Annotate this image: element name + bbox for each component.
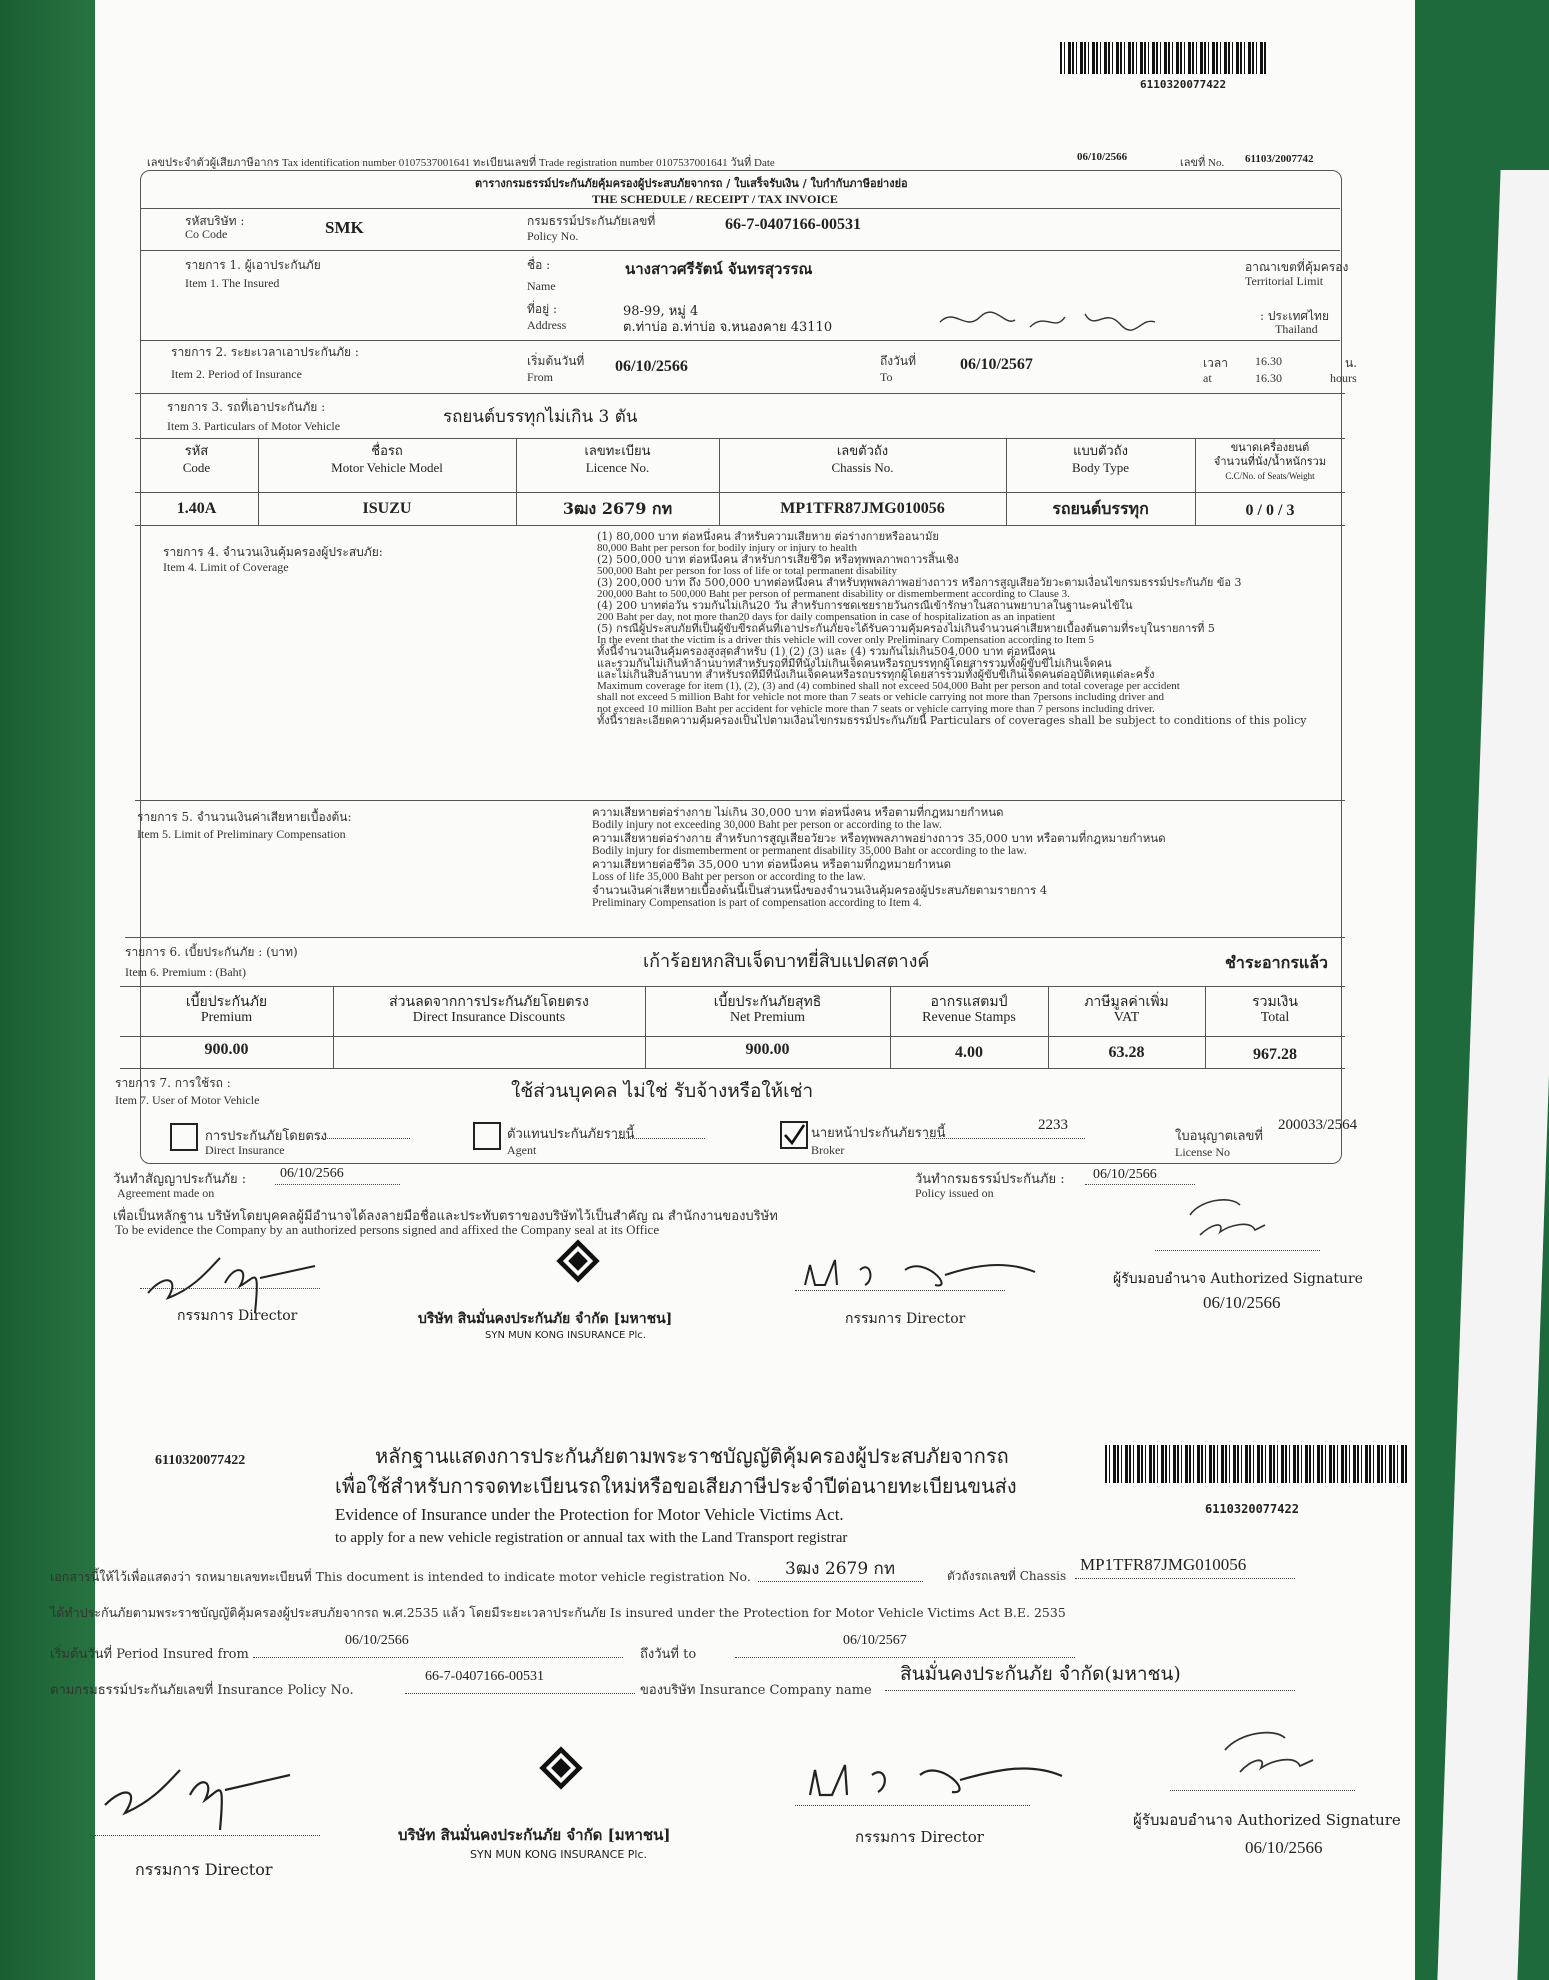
time-label-th: เวลา xyxy=(1203,356,1228,370)
barcode-number-left: 6110320077422 xyxy=(155,1453,246,1468)
director-signature-right xyxy=(795,1240,1055,1310)
fill-line xyxy=(275,1184,400,1185)
license-label-en: License No xyxy=(1175,1145,1230,1159)
usage-label-th: รายการ 7. การใช้รถ : xyxy=(115,1076,231,1090)
company-logo xyxy=(555,1238,601,1284)
period-from-label: เริ่มต้นวันที่ Period Insured from xyxy=(50,1647,249,1662)
certificate-title-th-1: หลักฐานแสดงการประกันภัยตามพระราชบัญญัติคุ้มครองผู้ประสบภัยจากรถ xyxy=(375,1444,1009,1468)
premium-value: 900.00 xyxy=(204,1041,249,1058)
address-label-th: ที่อยู่ : xyxy=(527,302,558,316)
address-line-2: ต.ท่าบ่อ อ.ท่าบ่อ จ.หนองคาย 43110 xyxy=(623,320,833,335)
revenue-stamps-value: 4.00 xyxy=(955,1044,983,1061)
premium-label-th: รายการ 6. เบี้ยประกันภัย : (บาท) xyxy=(125,945,298,959)
fill-line xyxy=(885,1690,1295,1691)
authorized-date-2: 06/10/2566 xyxy=(1245,1838,1323,1857)
coverage-label-th: รายการ 4. จำนวนเงินคุ้มครองผู้ประสบภัย: xyxy=(163,545,383,559)
director-label-left-2: กรรมการ Director xyxy=(135,1860,273,1879)
co-code-label-th: รหัสบริษัท : xyxy=(185,214,245,228)
total-value: 967.28 xyxy=(1253,1046,1297,1063)
vehicle-model: ISUZU xyxy=(362,500,412,517)
period-from: 06/10/2566 xyxy=(615,358,688,375)
direct-insurance-checkbox[interactable] xyxy=(170,1123,198,1151)
director-signature-right-2 xyxy=(800,1740,1080,1820)
fill-line xyxy=(615,1138,705,1139)
doc-no: 61103/2007742 xyxy=(1245,153,1314,165)
certificate-from: 06/10/2566 xyxy=(345,1633,409,1648)
divider xyxy=(135,393,1345,394)
company-logo-2 xyxy=(538,1745,584,1791)
authorized-date: 06/10/2566 xyxy=(1203,1293,1281,1312)
preliminary-label-en: Item 5. Limit of Preliminary Compensation xyxy=(137,827,346,841)
from-label-th: เริ่มต้นวันที่ xyxy=(527,354,585,368)
co-code: SMK xyxy=(325,218,364,237)
premium-header-stamps: อากรแสตมป์ Revenue Stamps xyxy=(922,994,1016,1025)
divider xyxy=(135,525,1345,526)
name-label-en: Name xyxy=(527,279,556,293)
coverage-label-en: Item 4. Limit of Coverage xyxy=(163,560,289,574)
period-label-en: Item 2. Period of Insurance xyxy=(171,367,302,381)
vehicle-header-model: ชื่อรถ Motor Vehicle Model xyxy=(331,444,443,475)
insured-act-line: ได้ทำประกันภัยตามพระราชบัญญัติคุ้มครองผู้ประสบภัยจากรถ พ.ศ.2535 แล้ว โดยมีระยะเวลาประกันภัย Is insured under the Protection for Motor Vehicle Victims Act B.E. 2535 xyxy=(50,1605,1066,1620)
divider xyxy=(135,438,1345,439)
chassis-label: ตัวถังรถเลขที่ Chassis xyxy=(947,1569,1067,1583)
to-label-th: ถึงวันที่ xyxy=(880,354,916,368)
barcode-top xyxy=(1060,42,1266,74)
net-premium-value: 900.00 xyxy=(745,1041,790,1058)
vat-value: 63.28 xyxy=(1108,1044,1145,1061)
divider xyxy=(135,492,1345,493)
divider xyxy=(125,937,1345,938)
policy-no-label: ตามกรมธรรม์ประกันภัยเลขที่ Insurance Policy No. xyxy=(50,1683,354,1698)
agreement-label-en: Agreement made on xyxy=(117,1186,215,1200)
header-date: 06/10/2566 xyxy=(1077,151,1128,163)
agreement-label-th: วันทำสัญญาประกันภัย : xyxy=(113,1172,247,1187)
signature-line xyxy=(1170,1790,1355,1791)
premium-header-total: รวมเงิน Total xyxy=(1252,994,1298,1025)
authorized-signature xyxy=(1170,1190,1280,1250)
time-unit-th: น. xyxy=(1345,356,1358,370)
vehicle-header-body: แบบตัวถัง Body Type xyxy=(1072,444,1129,475)
certificate-policy-no: 66-7-0407166-00531 xyxy=(425,1669,544,1684)
name-label-th: ชื่อ : xyxy=(527,258,551,272)
vehicle-header-code: รหัส Code xyxy=(182,444,211,475)
director-label-right-2: กรรมการ Director xyxy=(855,1828,984,1846)
vehicle-description: รถยนต์บรรทุกไม่เกิน 3 ตัน xyxy=(443,407,638,427)
authorized-signature-2 xyxy=(1205,1720,1325,1790)
vehicle-header-licence: เลขทะเบียน Licence No. xyxy=(584,444,651,475)
signature-line xyxy=(90,1835,320,1836)
certificate-title-en-1: Evidence of Insurance under the Protection for Motor Vehicle Victims Act. xyxy=(335,1505,844,1524)
checkmark-icon xyxy=(782,1123,806,1147)
policy-label-th: กรมธรรม์ประกันภัยเลขที่ xyxy=(527,214,656,228)
fill-line xyxy=(1075,1578,1295,1579)
divider xyxy=(140,250,1340,251)
vehicle-licence: 3ฒง 2679 กท xyxy=(562,499,673,518)
fill-line xyxy=(315,1138,410,1139)
issued-date: 06/10/2566 xyxy=(1093,1167,1157,1182)
company-name-th-2: บริษัท สินมั่นคงประกันภัย จำกัด [มหาชน] xyxy=(398,1826,671,1844)
preliminary-text: ความเสียหายต่อร่างกาย ไม่เกิน 30,000 บาท ต่อหนึ่งคน หรือตามที่กฎหมายกำหนด Bodily injury not exceeding 30,000 Baht per person or according to the law. ความเสียหายต่อร่างกาย สำหรับการสูญเสียอวัยวะ หรือทุพพลภาพอย่างถาวร 35,000 บาท หรือตามที่กฎหมายกำหนด Bodily injury for dismemberment or permanent disability 35,000 Baht or according to the law. ความเสียหายต่อชีวิต 35,000 บาท ต่อหนึ่งคน หรือตามที่กฎหมายกำหนด Loss of life 35,000 Baht per person or according to the law. จำนวนเงินค่าเสียหายเบื้องต้นนี้เป็นส่วนหนึ่งของจำนวนเงินคุ้มครองผู้ประสบภัยตามรายการ 4 Preliminary Compensation is part of compensation according to Item 4. xyxy=(592,805,1166,909)
company-name-th: บริษัท สินมั่นคงประกันภัย จำกัด [มหาชน] xyxy=(418,1311,673,1327)
vehicle-header-chassis: เลขตัวถัง Chassis No. xyxy=(831,444,894,475)
company-name-label: ของบริษัท Insurance Company name xyxy=(640,1683,872,1698)
tax-id-line: เลขประจำตัวผู้เสียภาษีอากร Tax identification number 0107537001641 ทะเบียนเลขที่ Trade registration number 0107537001641 วันที่ Date xyxy=(147,157,775,169)
doc-no-label: เลขที่ No. xyxy=(1180,157,1225,169)
vehicle-code: 1.40A xyxy=(176,500,217,517)
divider xyxy=(140,340,1340,341)
policy-label-en: Policy No. xyxy=(527,229,579,243)
to-label-en: To xyxy=(880,370,893,384)
broker-label-en: Broker xyxy=(811,1143,845,1157)
vehicle-label-en: Item 3. Particulars of Motor Vehicle xyxy=(167,419,341,433)
divider xyxy=(120,1036,1345,1037)
period-to: 06/10/2567 xyxy=(960,356,1033,373)
premium-in-words: เก้าร้อยหกสิบเจ็ดบาทยี่สิบแปดสตางค์ xyxy=(643,951,930,972)
evidence-th: เพื่อเป็นหลักฐาน บริษัทโดยบุคคลผู้มีอำนาจได้ลงลายมือชื่อและประทับตราของบริษัทไว้เป็นสำคัญ ณ สำนักงานของบริษัท xyxy=(113,1209,778,1224)
barcode-number-top: 6110320077422 xyxy=(1140,78,1227,91)
vehicle-header-capacity: ขนาดเครื่องยนต์ จำนวนที่นั่ง/น้ำหนักรวม C.C/No. of Seats/Weight xyxy=(1213,441,1327,481)
certificate-company: สินมั่นคงประกันภัย จำกัด(มหาชน) xyxy=(900,1663,1181,1685)
vehicle-usage: ใช้ส่วนบุคคล ไม่ใช่ รับจ้างหรือให้เช่า xyxy=(511,1080,814,1102)
signature-line xyxy=(795,1805,1030,1806)
insured-name: นางสาวศรีรัตน์ จันทรสุวรรณ xyxy=(625,260,813,278)
license-number: 200033/2564 xyxy=(1278,1117,1358,1133)
address-line-1: 98-99, หมู่ 4 xyxy=(623,304,699,319)
evidence-en: To be evidence the Company by an authorized persons signed and affixed the Company seal at its Office xyxy=(115,1222,660,1237)
period-label-th: รายการ 2. ระยะเวลาเอาประกันภัย : xyxy=(171,345,359,359)
premium-header-net: เบี้ยประกันภัยสุทธิ Net Premium xyxy=(713,994,822,1025)
address-label-en: Address xyxy=(527,318,567,332)
director-label-right: กรรมการ Director xyxy=(845,1311,966,1327)
premium-header-vat: ภาษีมูลค่าเพิ่ม VAT xyxy=(1084,994,1169,1025)
premium-label-en: Item 6. Premium : (Baht) xyxy=(125,965,246,979)
schedule-title-en: THE SCHEDULE / RECEIPT / TAX INVOICE xyxy=(592,192,838,206)
broker-code: 2233 xyxy=(1038,1117,1068,1133)
company-name-en: SYN MUN KONG INSURANCE Plc. xyxy=(485,1330,646,1341)
schedule-title-th: ตารางกรมธรรม์ประกันภัยคุ้มครองผู้ประสบภัยจากรถ / ใบเสร็จรับเงิน / ใบกำกับภาษีอย่างย่อ xyxy=(475,177,908,190)
certificate-chassis: MP1TFR87JMG010056 xyxy=(1080,1555,1247,1574)
vehicle-label-th: รายการ 3. รถที่เอาประกันภัย : xyxy=(167,400,326,414)
adjacent-paper-sheet xyxy=(1437,170,1549,1980)
period-to-label: ถึงวันที่ to xyxy=(640,1647,697,1662)
insurance-document xyxy=(50,0,1415,1980)
signature-line xyxy=(140,1288,320,1289)
fill-line xyxy=(925,1138,1085,1139)
signature-line xyxy=(1155,1250,1320,1251)
certificate-title-en-2: to apply for a new vehicle registration or annual tax with the Land Transport registrar xyxy=(335,1530,848,1546)
signature-line xyxy=(795,1290,1005,1291)
insured-label-th: รายการ 1. ผู้เอาประกันภัย xyxy=(185,258,321,272)
fill-line xyxy=(253,1657,623,1658)
country-th: : ประเทศไทย xyxy=(1260,309,1329,323)
time-from: 16.30 xyxy=(1255,354,1282,368)
divider xyxy=(120,986,1345,987)
direct-label-th: การประกันภัยโดยตรง xyxy=(205,1129,328,1144)
stamp-duty-paid: ชำระอากรแล้ว xyxy=(1225,953,1329,972)
usage-label-en: Item 7. User of Motor Vehicle xyxy=(115,1093,260,1107)
time-label-en: at xyxy=(1203,371,1212,385)
license-label-th: ใบอนุญาตเลขที่ xyxy=(1175,1129,1263,1144)
certificate-title-th-2: เพื่อใช้สำหรับการจดทะเบียนรถใหม่หรือขอเสียภาษีประจำปีต่อนายทะเบียนขนส่ง xyxy=(335,1474,1017,1498)
director-signature-left-2 xyxy=(95,1745,315,1835)
territory-label-en: Territorial Limit xyxy=(1245,274,1324,288)
divider xyxy=(120,1068,1345,1069)
premium-header-discount: ส่วนลดจากการประกันภัยโดยตรง Direct Insurance Discounts xyxy=(389,994,589,1025)
broker-checkbox[interactable] xyxy=(780,1121,808,1149)
company-name-en-2: SYN MUN KONG INSURANCE Plc. xyxy=(470,1848,648,1861)
agent-label-th: ตัวแทนประกันภัยรายนี้ xyxy=(507,1127,635,1142)
country-en: Thailand xyxy=(1275,322,1318,336)
director-label-left: กรรมการ Director xyxy=(177,1308,298,1324)
insured-label-en: Item 1. The Insured xyxy=(185,276,280,290)
time-unit-en: hours xyxy=(1330,371,1357,385)
issued-label-en: Policy issued on xyxy=(915,1186,994,1200)
territory-label-th: อาณาเขตที่คุ้มครอง xyxy=(1245,260,1349,274)
fill-line xyxy=(1085,1184,1195,1185)
broker-label-th: นายหน้าประกันภัยรายนี้ xyxy=(811,1126,946,1141)
co-code-label-en: Co Code xyxy=(185,227,228,241)
authorized-label-2: ผู้รับมอบอำนาจ Authorized Signature xyxy=(1133,1811,1401,1829)
vehicle-body-type: รถยนต์บรรทุก xyxy=(1052,499,1149,518)
barcode-bottom xyxy=(1105,1445,1407,1483)
reg-line-text: เอกสารนี้ให้ไว้เพื่อแสดงว่า รถหมายเลขทะเบียนที่ This document is intended to indicate motor vehicle registration No. xyxy=(50,1569,751,1584)
vehicle-capacity: 0 / 0 / 3 xyxy=(1245,502,1295,519)
vehicle-chassis: MP1TFR87JMG010056 xyxy=(780,500,945,517)
issued-label-th: วันทำกรมธรรม์ประกันภัย : xyxy=(915,1172,1065,1187)
preliminary-label-th: รายการ 5. จำนวนเงินค่าเสียหายเบื้องต้น: xyxy=(137,810,352,824)
fill-line xyxy=(405,1693,635,1694)
handwritten-note xyxy=(935,302,1165,342)
certificate-to: 06/10/2567 xyxy=(843,1633,907,1648)
policy-number: 66-7-0407166-00531 xyxy=(725,216,861,233)
agent-label-en: Agent xyxy=(507,1143,537,1157)
from-label-en: From xyxy=(527,370,554,384)
coverage-text: (1) 80,000 บาท ต่อหนึ่งคน สำหรับความเสียหาย ต่อร่างกายหรืออนามัย 80,000 Baht per person for bodily injury or injury to health (2) 500,000 บาท ต่อหนึ่งคน สำหรับการเสียชีวิต หรือทุพพลภาพถาวรสิ้นเชิง 500,000 Baht per person for loss of life or total permanent disability (3) 200,000 บาท ถึง 500,000 บาทต่อหนึ่งคน สำหรับทุพพลภาพอย่างถาวร หรือการสูญเสียอวัยวะตามเงื่อนไขกรมธรรม์ประกันภัย ข้อ 3 200,000 Baht to 500,000 Baht per person of permanent disability or dismemberment according to Clause 3. (4) 200 บาทต่อวัน รวมกันไม่เกิน20 วัน สำหรับการชดเชยรายวันกรณีเข้ารักษาในสถานพยาบาลในฐานะคนไข้ใน 200 Baht per day, not more than20 days for daily compensation in case of hospitalization as an inpatient (5) กรณีผู้ประสบภัยที่เป็นผู้ขับขี่รถคันที่เอาประกันภัยจะได้รับความคุ้มครองไม่เกินจำนวนค่าเสียหายเบื้องต้นตามที่ระบุในรายการที่ 5 In the event that the victim is a driver this vehicle will cover only Preliminary Compensation according to Item 5 ทั้งนี้จำนวนเงินคุ้มครองสูงสุดสำหรับ (1) (2) (3) และ (4) รวมกันไม่เกิน504,000 บาท ต่อหนึ่งคน และรวมกันไม่เกินห้าล้านบาทสำหรับรถที่มีที่นั่งไม่เกินเจ็ดคนหรือรถบรรทุกผู้โดยสารรวมทั้งผู้ขับขี่ไม่เกินเจ็ดคน และไม่เกินสิบล้านบาท สำหรับรถที่มีที่นั่งเกินเจ็ดคนหรือรถบรรทุกผู้โดยสารรวมทั้งผู้ขับขี่เกินเจ็ดคนต่ออุบัติเหตุแต่ละครั้ง Maximum coverage for item (1), (2), (3) and (4) combined shall not exceed 504,000 Baht per person and total coverage per accident shall not exceed 5 million Baht for vehicle not more than 7 seats or vehicle carrying not more than 7persons including driver and not exceed 10 million Baht per accident for vehicle more than 7 seats or vehicle carrying more than 7 persons including driver. ทั้งนี้รายละเอียดความคุ้มครองเป็นไปตามเงื่อนไขกรมธรรม์ประกันภัยนี้ Particulars of coverages shall be subject to conditions of this policy xyxy=(597,530,1307,727)
divider xyxy=(140,208,1340,209)
time-to: 16.30 xyxy=(1255,371,1282,385)
divider xyxy=(135,800,1345,801)
premium-header-premium: เบี้ยประกันภัย Premium xyxy=(185,994,268,1025)
registration-number: 3ฒง 2679 กท xyxy=(785,1559,896,1579)
fill-line xyxy=(735,1657,1075,1658)
agreement-date: 06/10/2566 xyxy=(280,1166,344,1181)
direct-label-en: Direct Insurance xyxy=(205,1143,285,1157)
agent-checkbox[interactable] xyxy=(473,1122,501,1150)
authorized-label: ผู้รับมอบอำนาจ Authorized Signature xyxy=(1113,1271,1363,1287)
barcode-number-bottom: 6110320077422 xyxy=(1205,1502,1299,1516)
